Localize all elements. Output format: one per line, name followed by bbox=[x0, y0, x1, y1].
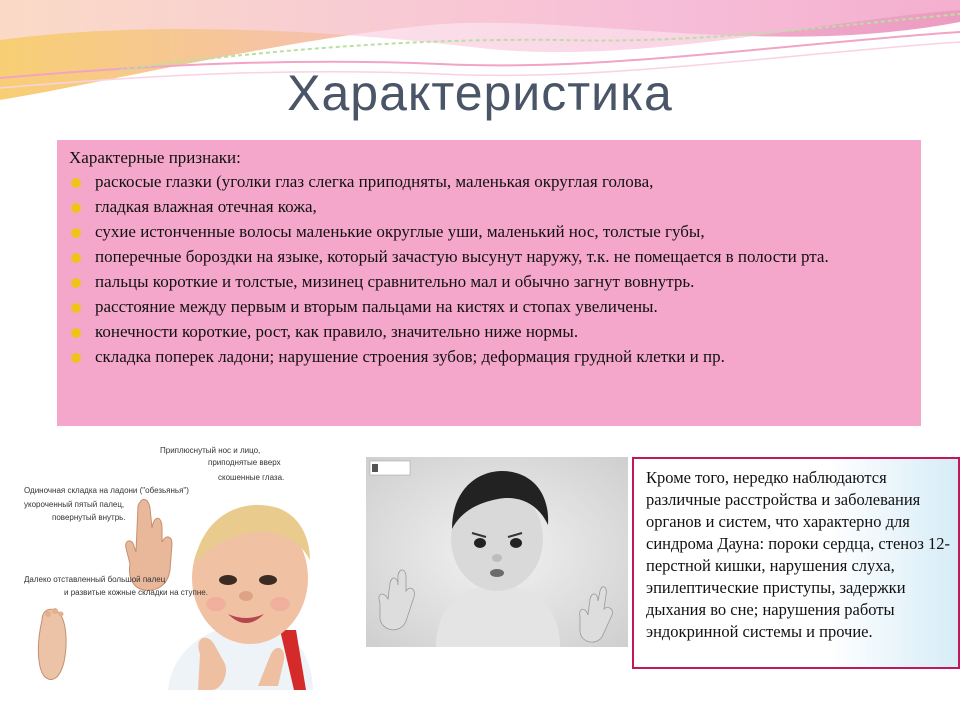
baby-photo bbox=[366, 457, 628, 647]
caption-eyes-1: приподнятые вверх bbox=[208, 458, 281, 467]
bullet-icon bbox=[71, 178, 81, 188]
features-list bbox=[69, 172, 907, 367]
bullet-icon bbox=[71, 228, 81, 238]
list-item: конечности короткие, рост, как правило, значительно ниже нормы. bbox=[69, 322, 907, 342]
caption-eyes-2: скошенные глаза. bbox=[218, 473, 285, 482]
list-item: раскосые глазки (уголки глаз слегка приподняты, маленькая округлая голова, bbox=[69, 172, 907, 192]
list-item: гладкая влажная отечная кожа, bbox=[69, 197, 907, 217]
caption-nose: Приплюснутый нос и лицо, bbox=[160, 446, 261, 455]
list-item: пальцы короткие и толстые, мизинец сравнительно мал и обычно загнут вовнутрь. bbox=[69, 272, 907, 292]
bullet-icon bbox=[71, 253, 81, 263]
features-panel bbox=[57, 140, 921, 426]
features-lead: Характерные признаки: bbox=[69, 148, 241, 167]
bullet-icon bbox=[71, 353, 81, 363]
caption-palm-3: повернутый внутрь. bbox=[52, 513, 126, 522]
caption-palm-2: укороченный пятый палец, bbox=[24, 500, 125, 509]
caption-toe-1: Далеко отставленный большой палец bbox=[24, 575, 166, 584]
child-features-illustration bbox=[18, 444, 313, 690]
list-item: поперечные бороздки на языке, который зачастую высунут наружу, т.к. не помещается в полости рта. bbox=[69, 247, 907, 267]
list-item: складка поперек ладони; нарушение строения зубов; деформация грудной клетки и пр. bbox=[69, 347, 907, 367]
slide-title: Характеристика bbox=[287, 65, 673, 121]
bullet-icon bbox=[71, 203, 81, 213]
list-item: расстояние между первым и вторым пальцами на кистях и стопах увеличены. bbox=[69, 297, 907, 317]
caption-toe-2: и развитые кожные складки на ступне. bbox=[64, 588, 208, 597]
bullet-icon bbox=[71, 278, 81, 288]
bullet-icon bbox=[71, 328, 81, 338]
note-text: Кроме того, нередко наблюдаются различные расстройства и заболевания органов и систем, что характерно для синдрома Дауна: пороки сердца, стеноз 12-перстной кишки, нарушения слуха, эпилептические приступы, задержки дыхания во сне; нарушения работы эндокринной системы и прочие. bbox=[646, 468, 951, 641]
baby-photo-art bbox=[366, 457, 628, 647]
complications-note bbox=[632, 457, 960, 669]
caption-palm-1: Одиночная складка на ладони ("обезьянья") bbox=[24, 486, 189, 495]
list-item: сухие истонченные волосы маленькие округлые уши, маленький нос, толстые губы, bbox=[69, 222, 907, 242]
bullet-icon bbox=[71, 303, 81, 313]
